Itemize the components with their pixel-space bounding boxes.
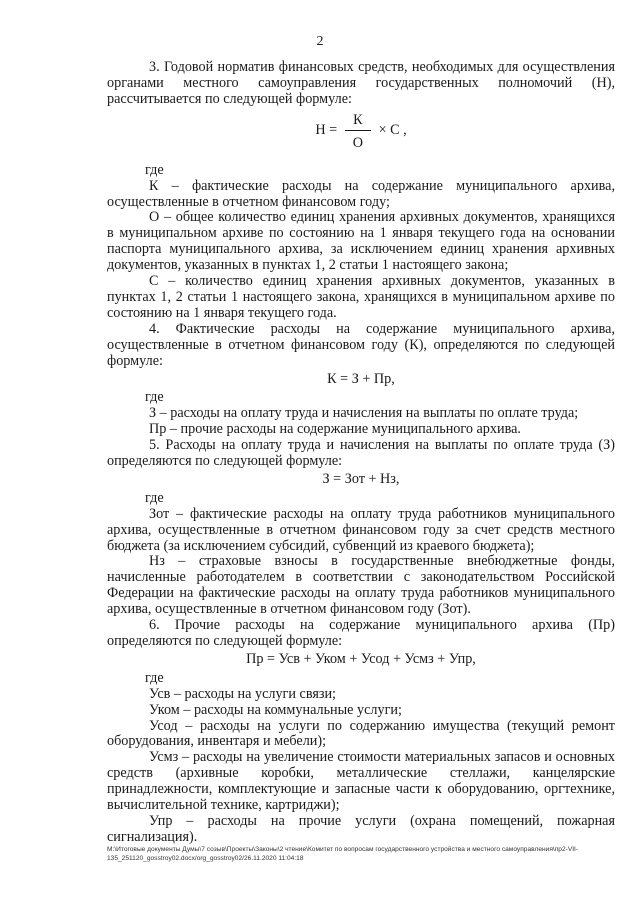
definition-usmz: Усмз – расходы на увеличение стоимости материальных запасов и основных средств (архивные коробки, металлические стеллажи, канцелярские принадлежности, комплектующие и запасные части к оборудованию, оргтехнике, вычислительной технике, картриджи); <box>107 749 615 814</box>
definition-k: К – фактические расходы на содержание муниципального архива, осуществленные в отчетном финансовом году; <box>107 177 615 210</box>
definition-upr: Упр – расходы на прочие услуги (охрана помещений, пожарная сигнализация). <box>107 812 615 845</box>
where-label-4: где <box>145 669 164 686</box>
formula-n-fraction <box>345 112 370 151</box>
page-number: 2 <box>316 34 324 49</box>
paragraph-4: 4. Фактические расходы на содержание муниципального архива, осуществленные в отчетном финансовом году (К), определяются по следующей формуле: <box>107 320 615 369</box>
definition-nz: Нз – страховые взносы в государственные внебюджетные фонды, начисленные работодателем в соответствии с законодательством Российской Федерации на фактические расходы на оплату труда работников муниципального архива, осуществленные в отчетном финансовом году (Зот). <box>107 553 615 618</box>
formula-k: К = З + Пр, <box>327 370 395 387</box>
formula-n-numerator: К <box>345 112 370 131</box>
formula-n-lhs: Н = <box>315 122 338 139</box>
formula-n-rhs: × С , <box>378 122 407 139</box>
where-label-1: где <box>145 161 164 178</box>
paragraph-5: 5. Расходы на оплату труда и начисления на выплаты по оплате труда (З) определяются по следующей формуле: <box>107 437 615 470</box>
formula-n <box>107 112 615 151</box>
definition-ukom: Уком – расходы на коммунальные услуги; <box>149 701 402 718</box>
definition-c: С – количество единиц хранения архивных документов, указанных в пунктах 1, 2 статьи 1 настоящего закона, хранящихся в муниципальном архиве по состоянию на 1 января текущего года. <box>107 273 615 321</box>
definition-zot: Зот – фактические расходы на оплату труда работников муниципального архива, осуществленные в отчетном финансовом году за счет средств местного бюджета (за исключением субсидий, субвенций из краевого бюджета); <box>107 505 615 554</box>
file-path-footer: М:\Итоговые документы Думы\7 созыв\Проекты\Законы\2 чтение\Комитет по вопросам государственного устройства и местного самоуправления\пр2-VII-135_251120_gosstroy02.docx/org_gosstroy02/26.11.2020 11:04:18 <box>107 846 579 862</box>
definition-usod: Усод – расходы на услуги по содержанию имущества (текущий ремонт оборудования, инвентаря и мебели); <box>107 717 615 750</box>
document-body <box>107 60 615 846</box>
where-label-3: где <box>145 489 164 506</box>
definition-z: З – расходы на оплату труда и начисления на выплаты по оплате труда; <box>149 405 579 422</box>
paragraph-6: 6. Прочие расходы на содержание муниципального архива (Пр) определяются по следующей формуле: <box>107 617 615 649</box>
formula-z: З = Зот + Нз, <box>322 470 400 487</box>
definition-pr: Пр – прочие расходы на содержание муниципального архива. <box>149 421 521 438</box>
paragraph-3: 3. Годовой норматив финансовых средств, необходимых для осуществления органами местного самоуправления государственных полномочий (Н), рассчитывается по следующей формуле: <box>107 59 615 107</box>
formula-n-denominator: О <box>352 134 363 151</box>
definition-usv: Усв – расходы на услуги связи; <box>149 685 336 702</box>
where-label-2: где <box>145 389 164 406</box>
formula-pr: Пр = Усв + Уком + Усод + Усмз + Упр, <box>246 650 476 667</box>
definition-o: О – общее количество единиц хранения архивных документов, хранящихся в муниципальном архиве по состоянию на 1 января текущего года на основании паспорта муниципального архива, за исключением единиц хранения архивных документов, указанных в пунктах 1, 2 статьи 1 настоящего закона; <box>107 209 615 274</box>
